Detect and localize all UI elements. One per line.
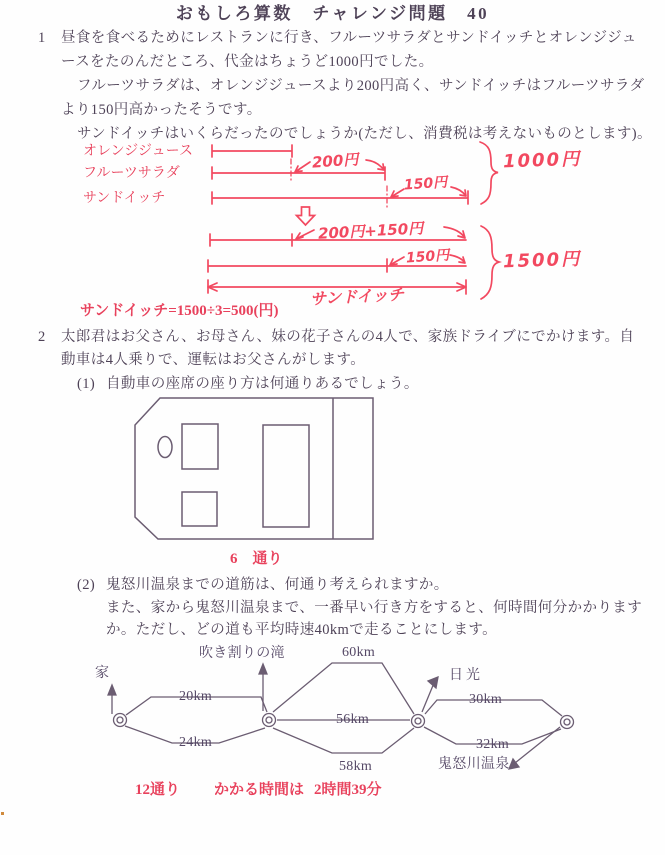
map-distance-60km: 60km xyxy=(342,645,376,660)
q1-text: 自動車の座席の座り方は何通りあるでしょう。 xyxy=(106,376,419,392)
map-distance-56km: 56km xyxy=(336,712,370,727)
q2-answer-routes: 12通り xyxy=(135,782,181,798)
driver-seat xyxy=(182,424,218,469)
car-diagram xyxy=(135,398,373,539)
transform-down-arrow-icon xyxy=(297,207,315,225)
q1-label: (1) xyxy=(77,376,96,392)
bar-label-orange-juice: オレンジジュース xyxy=(83,144,193,159)
problem2-line: 太郎君はお父さん、お母さん、妹の花子さんの4人で、家族ドライブにでかけます。自 xyxy=(61,329,635,345)
q2-answer-time-label: かかる時間は xyxy=(214,782,305,798)
problem1-line: サンドイッチはいくらだったのでしょうか(ただし、消費税は考えないものとします)。 xyxy=(77,126,652,142)
q2-label: (2) xyxy=(77,577,96,593)
annotation-200plus150yen: 200円+150円 xyxy=(317,219,424,243)
map-label-falls: 吹き割りの滝 xyxy=(199,646,285,661)
edge-58km xyxy=(273,728,414,753)
q2-line: か。ただし、どの道も平均時速40kmで走ることにします。 xyxy=(106,622,498,638)
annotation-1500yen: 1500円 xyxy=(502,248,582,273)
problem1-line: 昼食を食べるためにレストランに行き、フルーツサラダとサンドイッチとオレンジジュ xyxy=(61,30,637,46)
home-arrow-icon xyxy=(108,685,116,695)
steering-wheel xyxy=(158,437,172,458)
car-outline xyxy=(135,398,373,539)
annotation-200yen: 200円 xyxy=(311,150,359,172)
rear-bench-seat xyxy=(263,425,309,527)
map-distance-32km: 32km xyxy=(476,737,510,752)
map-distance-30km: 30km xyxy=(469,692,503,707)
bar-label-sandwich: サンドイッチ xyxy=(83,191,166,206)
map-label-nikko: 日光 xyxy=(449,668,483,683)
problem1-line: より150円高かったそうです。 xyxy=(61,102,262,118)
edge-60km xyxy=(273,663,414,714)
map-label-home: 家 xyxy=(95,666,110,681)
map-distance-20km: 20km xyxy=(179,689,213,704)
problem1-line: ースをたのんだところ、代金はちょうど1000円でした。 xyxy=(61,54,434,70)
problem1-line: フルーツサラダは、オレンジジュースより200円高く、サンドイッチはフルーツサラダ xyxy=(77,78,645,94)
brace-1000 xyxy=(480,142,498,204)
falls-arrow-icon xyxy=(259,664,267,674)
brace-1500 xyxy=(481,226,499,299)
map-distance-24km: 24km xyxy=(179,735,213,750)
annotation-1000yen: 1000円 xyxy=(502,148,582,173)
q2-line: また、家から鬼怒川温泉まで、一番早い行き方をすると、何時間何分かかります xyxy=(106,600,643,616)
problem1-answer: サンドイッチ=1500÷3=500(円) xyxy=(80,303,279,319)
annotation-sandwich-hand: サンドイッチ xyxy=(309,284,405,309)
problem2-line: 動車は4人乗りで、運転はお父さんがします。 xyxy=(61,352,366,368)
annotation-150yen-b: 150円 xyxy=(405,247,450,267)
problem1-number: 1 xyxy=(38,30,46,46)
map-label-kinugawa: 鬼怒川温泉 xyxy=(438,757,510,772)
q1-answer: 6 通り xyxy=(230,551,283,567)
passenger-seat xyxy=(182,492,217,526)
problem2-number: 2 xyxy=(38,329,46,345)
q2-answer xyxy=(135,781,382,800)
map-distance-58km: 58km xyxy=(339,759,373,774)
bar-label-fruit-salad: フルーツサラダ xyxy=(83,166,180,181)
scan-speck xyxy=(1,812,4,815)
annotation-150yen: 150円 xyxy=(403,174,448,194)
page-title: おもしろ算数 チャレンジ問題 40 xyxy=(175,4,490,23)
q2-line: 鬼怒川温泉までの道筋は、何通り考えられますか。 xyxy=(106,577,449,593)
q2-answer-time: 2時間39分 xyxy=(314,782,382,798)
